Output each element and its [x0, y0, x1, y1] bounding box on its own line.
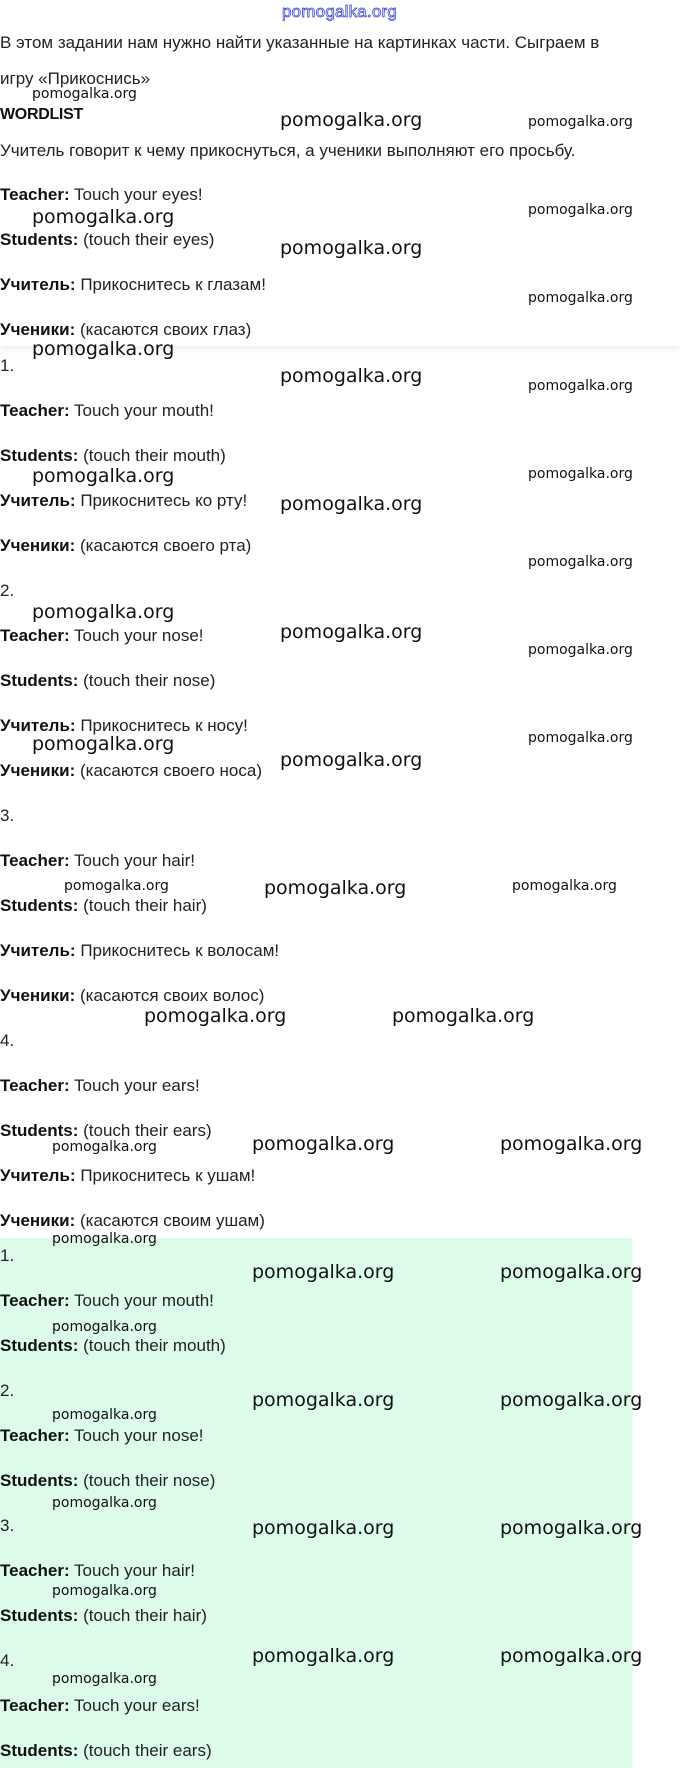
item-students-text: (touch their nose)	[83, 671, 216, 690]
watermark: pomogalka.org	[528, 290, 633, 306]
teacher-label: Teacher:	[0, 401, 70, 420]
uchitel-label: Учитель:	[0, 716, 76, 735]
wordlist-heading: WORDLIST	[0, 106, 83, 123]
watermark: pomogalka.org	[264, 877, 407, 899]
item-ucheniki-text: (касаются своим ушам)	[79, 1211, 265, 1230]
item-ucheniki-text: (касаются своих волос)	[79, 986, 265, 1005]
answer-number: 3.	[0, 1516, 15, 1535]
answer-teacher-line	[0, 1290, 214, 1312]
students-label: Students:	[0, 1471, 79, 1490]
item-number: 1.	[0, 356, 15, 375]
ucheniki-label: Ученики:	[0, 986, 76, 1005]
students-label: Students:	[0, 1606, 79, 1625]
watermark: pomogalka.org	[252, 1645, 395, 1667]
item-students-text: (touch their ears)	[83, 1121, 212, 1140]
students-label: Students:	[0, 1741, 79, 1760]
watermark: pomogalka.org	[32, 86, 137, 102]
answer-number: 1.	[0, 1246, 15, 1265]
item-number: 2.	[0, 581, 15, 600]
watermark: pomogalka.org	[528, 554, 633, 570]
teacher-label: Teacher:	[0, 1561, 70, 1580]
answer-students-text: (touch their ears)	[83, 1741, 212, 1760]
answer-students-text: (touch their mouth)	[83, 1336, 226, 1355]
watermark: pomogalka.org	[500, 1389, 643, 1411]
watermark: pomogalka.org	[528, 378, 633, 394]
watermark: pomogalka.org	[252, 1389, 395, 1411]
watermark: pomogalka.org	[528, 730, 633, 746]
answer-students-line	[0, 1470, 215, 1492]
teacher-label: Teacher:	[0, 1076, 70, 1095]
watermark: pomogalka.org	[52, 1231, 157, 1247]
teacher-label: Teacher:	[0, 626, 70, 645]
item-uchitel-line	[0, 940, 279, 962]
item-students-line	[0, 895, 207, 917]
watermark: pomogalka.org	[32, 206, 175, 228]
item-teacher-line	[0, 400, 214, 422]
answer-number: 4.	[0, 1651, 15, 1670]
answer-number: 2.	[0, 1381, 15, 1400]
example-students-text: (touch their eyes)	[83, 230, 215, 249]
teacher-label: Teacher:	[0, 851, 70, 870]
watermark: pomogalka.org	[528, 466, 633, 482]
watermark: pomogalka.org	[280, 749, 423, 771]
watermark: pomogalka.org	[252, 1517, 395, 1539]
example-teacher-text: Touch your eyes!	[74, 185, 203, 204]
uchitel-label: Учитель:	[0, 275, 76, 294]
item-teacher-text: Touch your hair!	[74, 851, 195, 870]
watermark: pomogalka.org	[500, 1261, 643, 1283]
item-students-line	[0, 670, 215, 692]
students-label: Students:	[0, 671, 79, 690]
answer-teacher-text: Touch your hair!	[74, 1561, 195, 1580]
watermark: pomogalka.org	[280, 365, 423, 387]
item-uchitel-line	[0, 490, 247, 512]
item-uchitel-text: Прикоснитесь ко рту!	[80, 491, 248, 510]
ucheniki-label: Ученики:	[0, 1211, 76, 1230]
ucheniki-label: Ученики:	[0, 536, 76, 555]
item-number: 3.	[0, 806, 15, 825]
item-ucheniki-line	[0, 985, 264, 1007]
item-number: 4.	[0, 1031, 15, 1050]
item-uchitel-text: Прикоснитесь к волосам!	[80, 941, 280, 960]
item-ucheniki-line	[0, 535, 251, 557]
watermark: pomogalka.org	[52, 1407, 157, 1423]
watermark: pomogalka.org	[32, 601, 175, 623]
item-uchitel-text: Прикоснитесь к ушам!	[80, 1166, 256, 1185]
watermark: pomogalka.org	[280, 621, 423, 643]
item-teacher-text: Touch your nose!	[74, 626, 204, 645]
item-teacher-text: Touch your ears!	[74, 1076, 200, 1095]
watermark: pomogalka.org	[52, 1319, 157, 1335]
watermark: pomogalka.org	[528, 202, 633, 218]
watermark: pomogalka.org	[280, 237, 423, 259]
ucheniki-label: Ученики:	[0, 761, 76, 780]
watermark: pomogalka.org	[32, 338, 175, 360]
item-teacher-line	[0, 625, 204, 647]
watermark: pomogalka.org	[52, 1671, 157, 1687]
teacher-label: Teacher:	[0, 1696, 70, 1715]
watermark: pomogalka.org	[392, 1005, 535, 1027]
teacher-label: Teacher:	[0, 1291, 70, 1310]
uchitel-label: Учитель:	[0, 491, 76, 510]
watermark: pomogalka.org	[500, 1133, 643, 1155]
watermark: pomogalka.org	[32, 733, 175, 755]
watermark: pomogalka.org	[500, 1645, 643, 1667]
answer-teacher-line	[0, 1560, 195, 1582]
intro-line-1: В этом задании нам нужно найти указанные на картинках части. Сыграем в	[0, 33, 600, 52]
answer-students-text: (touch their nose)	[83, 1471, 216, 1490]
watermark: pomogalka.org	[252, 1133, 395, 1155]
instruction-text: Учитель говорит к чему прикоснуться, а ученики выполняют его просьбу.	[0, 141, 576, 160]
answer-students-line	[0, 1335, 226, 1357]
item-ucheniki-line	[0, 760, 262, 782]
watermark: pomogalka.org	[528, 642, 633, 658]
answer-students-line	[0, 1740, 212, 1762]
site-title[interactable]: pomogalka.org	[282, 2, 398, 21]
watermark: pomogalka.org	[64, 878, 169, 894]
watermark: pomogalka.org	[32, 465, 175, 487]
item-teacher-text: Touch your mouth!	[74, 401, 214, 420]
students-label: Students:	[0, 1121, 79, 1140]
item-students-text: (touch their mouth)	[83, 446, 226, 465]
uchitel-label: Учитель:	[0, 941, 76, 960]
answer-students-line	[0, 1605, 207, 1627]
item-ucheniki-text: (касаются своего рта)	[79, 536, 252, 555]
example-uchitel-line	[0, 274, 266, 296]
watermark: pomogalka.org	[280, 109, 423, 131]
answer-teacher-line	[0, 1695, 200, 1717]
item-ucheniki-text: (касаются своего носа)	[79, 761, 262, 780]
uchitel-label: Учитель:	[0, 1166, 76, 1185]
example-teacher-line	[0, 184, 203, 206]
item-teacher-line	[0, 1075, 200, 1097]
item-ucheniki-line	[0, 1210, 265, 1232]
watermark: pomogalka.org	[500, 1517, 643, 1539]
intro-line-2: игру «Прикоснись»	[0, 69, 151, 88]
watermark: pomogalka.org	[52, 1495, 157, 1511]
answer-teacher-text: Touch your nose!	[74, 1426, 204, 1445]
watermark: pomogalka.org	[144, 1005, 287, 1027]
watermark: pomogalka.org	[252, 1261, 395, 1283]
example-ucheniki-text: (касаются своих глаз)	[79, 320, 252, 339]
watermark: pomogalka.org	[512, 878, 617, 894]
answer-teacher-text: Touch your mouth!	[74, 1291, 214, 1310]
watermark: pomogalka.org	[52, 1583, 157, 1599]
watermark: pomogalka.org	[280, 493, 423, 515]
watermark: pomogalka.org	[528, 114, 633, 130]
item-uchitel-line	[0, 1165, 255, 1187]
students-label: Students:	[0, 446, 79, 465]
students-label: Students:	[0, 896, 79, 915]
item-teacher-line	[0, 850, 195, 872]
item-uchitel-text: Прикоснитесь к носу!	[80, 716, 248, 735]
answer-students-text: (touch their hair)	[83, 1606, 207, 1625]
teacher-label: Teacher:	[0, 1426, 70, 1445]
answer-teacher-text: Touch your ears!	[74, 1696, 200, 1715]
answer-teacher-line	[0, 1425, 204, 1447]
example-students-line	[0, 229, 214, 251]
item-students-line	[0, 445, 226, 467]
watermark: pomogalka.org	[52, 1139, 157, 1155]
item-students-text: (touch their hair)	[83, 896, 207, 915]
students-label: Students:	[0, 1336, 79, 1355]
ucheniki-label: Ученики:	[0, 320, 76, 339]
students-label: Students:	[0, 230, 79, 249]
example-uchitel-text: Прикоснитесь к глазам!	[80, 275, 266, 294]
teacher-label: Teacher:	[0, 185, 70, 204]
